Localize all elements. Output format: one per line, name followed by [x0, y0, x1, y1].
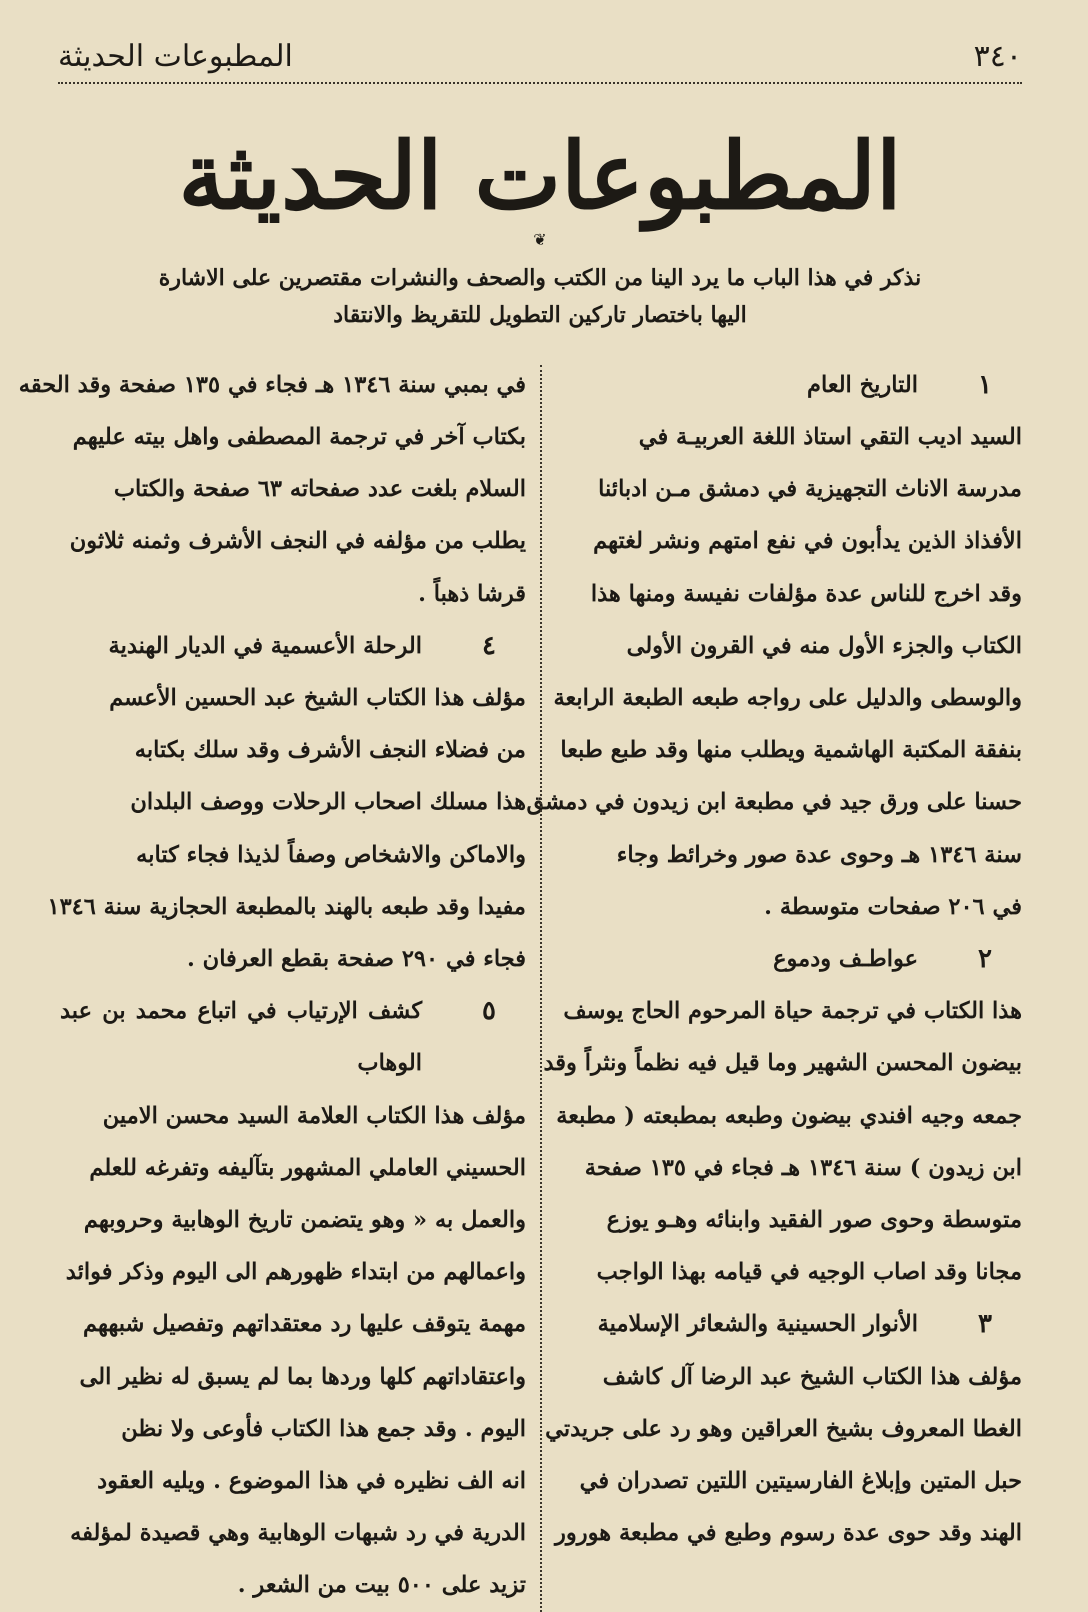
- text-line: الأفذاذ الذين يدأبون في نفع امتهم ونشر لغتهم: [593, 528, 1022, 555]
- text-line: بكتاب آخر في ترجمة المصطفى واهل بيته عليهم: [72, 423, 526, 450]
- intro-line: اليها باختصار تاركين التطويل للتقريظ والانتقاد: [333, 302, 747, 329]
- text-line: مجانا وقد اصاب الوجيه في قيامه بهذا الواجب: [596, 1259, 1022, 1286]
- running-header: [58, 22, 1022, 74]
- text-line: وقد اخرج للناس عدة مؤلفات نفيسة ومنها هذا: [590, 580, 1022, 607]
- text-line: هذا الكتاب في ترجمة حياة المرحوم الحاج يوسف: [563, 998, 1022, 1025]
- text-line: في بمبي سنة ١٣٤٦ هـ فجاء في ١٣٥ صفحة وقد الحقه: [18, 371, 526, 398]
- text-line: هذا مسلك اصحاب الرحلات ووصف البلدان: [130, 789, 526, 816]
- text-line: جمعه وجيه افندي بيضون وطبعه بمطبعته ( مطبعة: [556, 1102, 1022, 1129]
- page-number: ٣٤٠: [973, 39, 1022, 74]
- text-line: واعتقاداتهم كلها وردها بما لم يسبق له نظير الى: [79, 1363, 526, 1390]
- intro: [58, 260, 1022, 335]
- entry-heading: [556, 1298, 1022, 1350]
- text-line: السلام بلغت عدد صفحاته ٦٣ صفحة والكتاب: [113, 476, 526, 503]
- text-line: واعمالهم من ابتداء ظهورهم الى اليوم وذكر فوائد: [65, 1259, 526, 1286]
- text-line: اليوم . وقد جمع هذا الكتاب فأوعى ولا نظن: [121, 1415, 526, 1442]
- text-line: متوسطة وحوى صور الفقيد وابنائه وهـو يوزع: [606, 1207, 1022, 1234]
- right-column: [526, 359, 1022, 1612]
- text-line: حسنا على ورق جيد في مطبعة ابن زيدون في دمشق: [526, 789, 1022, 816]
- left-column: [18, 359, 540, 1612]
- ornament-icon: ❦: [533, 230, 547, 249]
- entry-heading: [556, 933, 1022, 985]
- text-line: انه الف نظيره في هذا الموضوع . ويليه العقود: [97, 1468, 526, 1495]
- entry-heading: [556, 359, 1022, 411]
- running-title: المطبوعات الحديثة: [58, 39, 293, 74]
- entry-number: ١: [978, 369, 992, 400]
- text-line: مدرسة الاناث التجهيزية في دمشق مـن ادبائنا: [598, 476, 1022, 503]
- entry-title: الرحلة الأعسمية في الديار الهندية: [108, 632, 423, 659]
- text-line: بيضون المحسن الشهير وما قيل فيه نظماً ونثراً وقد: [543, 1050, 1022, 1077]
- entry-heading: [60, 985, 526, 1089]
- entry-title: كشف الإرتياب في اتباع محمد بن عبد الوهاب: [60, 998, 423, 1077]
- entry-heading: [60, 620, 526, 672]
- text-line: تزيد على ٥٠٠ بيت من الشعر .: [237, 1572, 526, 1599]
- text-line: مؤلف هذا الكتاب العلامة السيد محسن الامين: [102, 1102, 526, 1129]
- columns: [18, 359, 1022, 1612]
- text-line: مؤلف هذا الكتاب الشيخ عبد الرضا آل كاشف: [602, 1363, 1022, 1390]
- text-line: السيد اديب التقي استاذ اللغة العربيـة في: [638, 423, 1022, 450]
- text-line: الدرية في رد شبهات الوهابية وهي قصيدة لمؤلفه: [70, 1520, 526, 1547]
- text-line: الهند وقد حوى عدة رسوم وطبع في مطبعة هورور: [555, 1520, 1022, 1547]
- text-line: حبل المتين وإبلاغ الفارسيتين اللتين تصدران في: [579, 1468, 1022, 1495]
- text-line: والعمل به « وهو يتضمن تاريخ الوهابية وحروبهم: [83, 1207, 526, 1234]
- text-line: الحسيني العاملي المشهور بتآليفه وتفرغه للعلم: [89, 1154, 526, 1181]
- intro-line: نذكر في هذا الباب ما يرد الينا من الكتب والصحف والنشرات مقتصرين على الاشارة: [158, 265, 922, 291]
- entry-number: ٥: [482, 996, 496, 1027]
- entry-number: ٤: [482, 630, 496, 661]
- entry-title: الأنوار الحسينية والشعائر الإسلامية: [597, 1311, 919, 1338]
- text-line: بنفقة المكتبة الهاشمية ويطلب منها وقد طبع طبعا: [560, 737, 1022, 764]
- text-line: الكتاب والجزء الأول منه في القرون الأولى: [626, 632, 1022, 659]
- text-line: والاماكن والاشخاص وصفاً لذيذا فجاء كتابه: [136, 841, 526, 868]
- text-line: مؤلف هذا الكتاب الشيخ عبد الحسين الأعسم: [109, 685, 526, 711]
- text-line: من فضلاء النجف الأشرف وقد سلك بكتابه: [134, 737, 526, 764]
- text-line: ابن زيدون ) سنة ١٣٤٦ هـ فجاء في ١٣٥ صفحة: [584, 1154, 1022, 1181]
- entry-title: عواطـف ودموع: [773, 946, 919, 973]
- entry-title: التاريخ العام: [807, 371, 919, 398]
- text-line: والوسطى والدليل على رواجه طبعه الطبعة الرابعة: [553, 685, 1022, 711]
- column-divider: [540, 365, 542, 1612]
- text-line: سنة ١٣٤٦ هـ وحوى عدة صور وخرائط وجاء: [616, 841, 1022, 868]
- text-line: مهمة يتوقف عليها رد معتقداتهم وتفصيل شبههم: [83, 1311, 526, 1338]
- text-line: مفيدا وقد طبعه بالهند بالمطبعة الحجازية سنة ١٣٤٦: [47, 893, 526, 920]
- text-line: فجاء في ٢٩٠ صفحة بقطع العرفان .: [187, 946, 526, 973]
- text-line: الغطا المعروف بشيخ العراقين وهو رد على جريدتي: [545, 1415, 1022, 1442]
- text-line: يطلب من مؤلفه في النجف الأشرف وثمنه ثلاثون: [69, 528, 526, 555]
- header-rule: [58, 82, 1022, 94]
- text-line: قرشا ذهباً .: [418, 580, 526, 607]
- section-title: المطبوعات الحديثة: [178, 122, 902, 230]
- entry-number: ٢: [978, 944, 992, 975]
- entry-number: ٣: [978, 1309, 992, 1340]
- text-line: في ٢٠٦ صفحات متوسطة .: [764, 893, 1022, 920]
